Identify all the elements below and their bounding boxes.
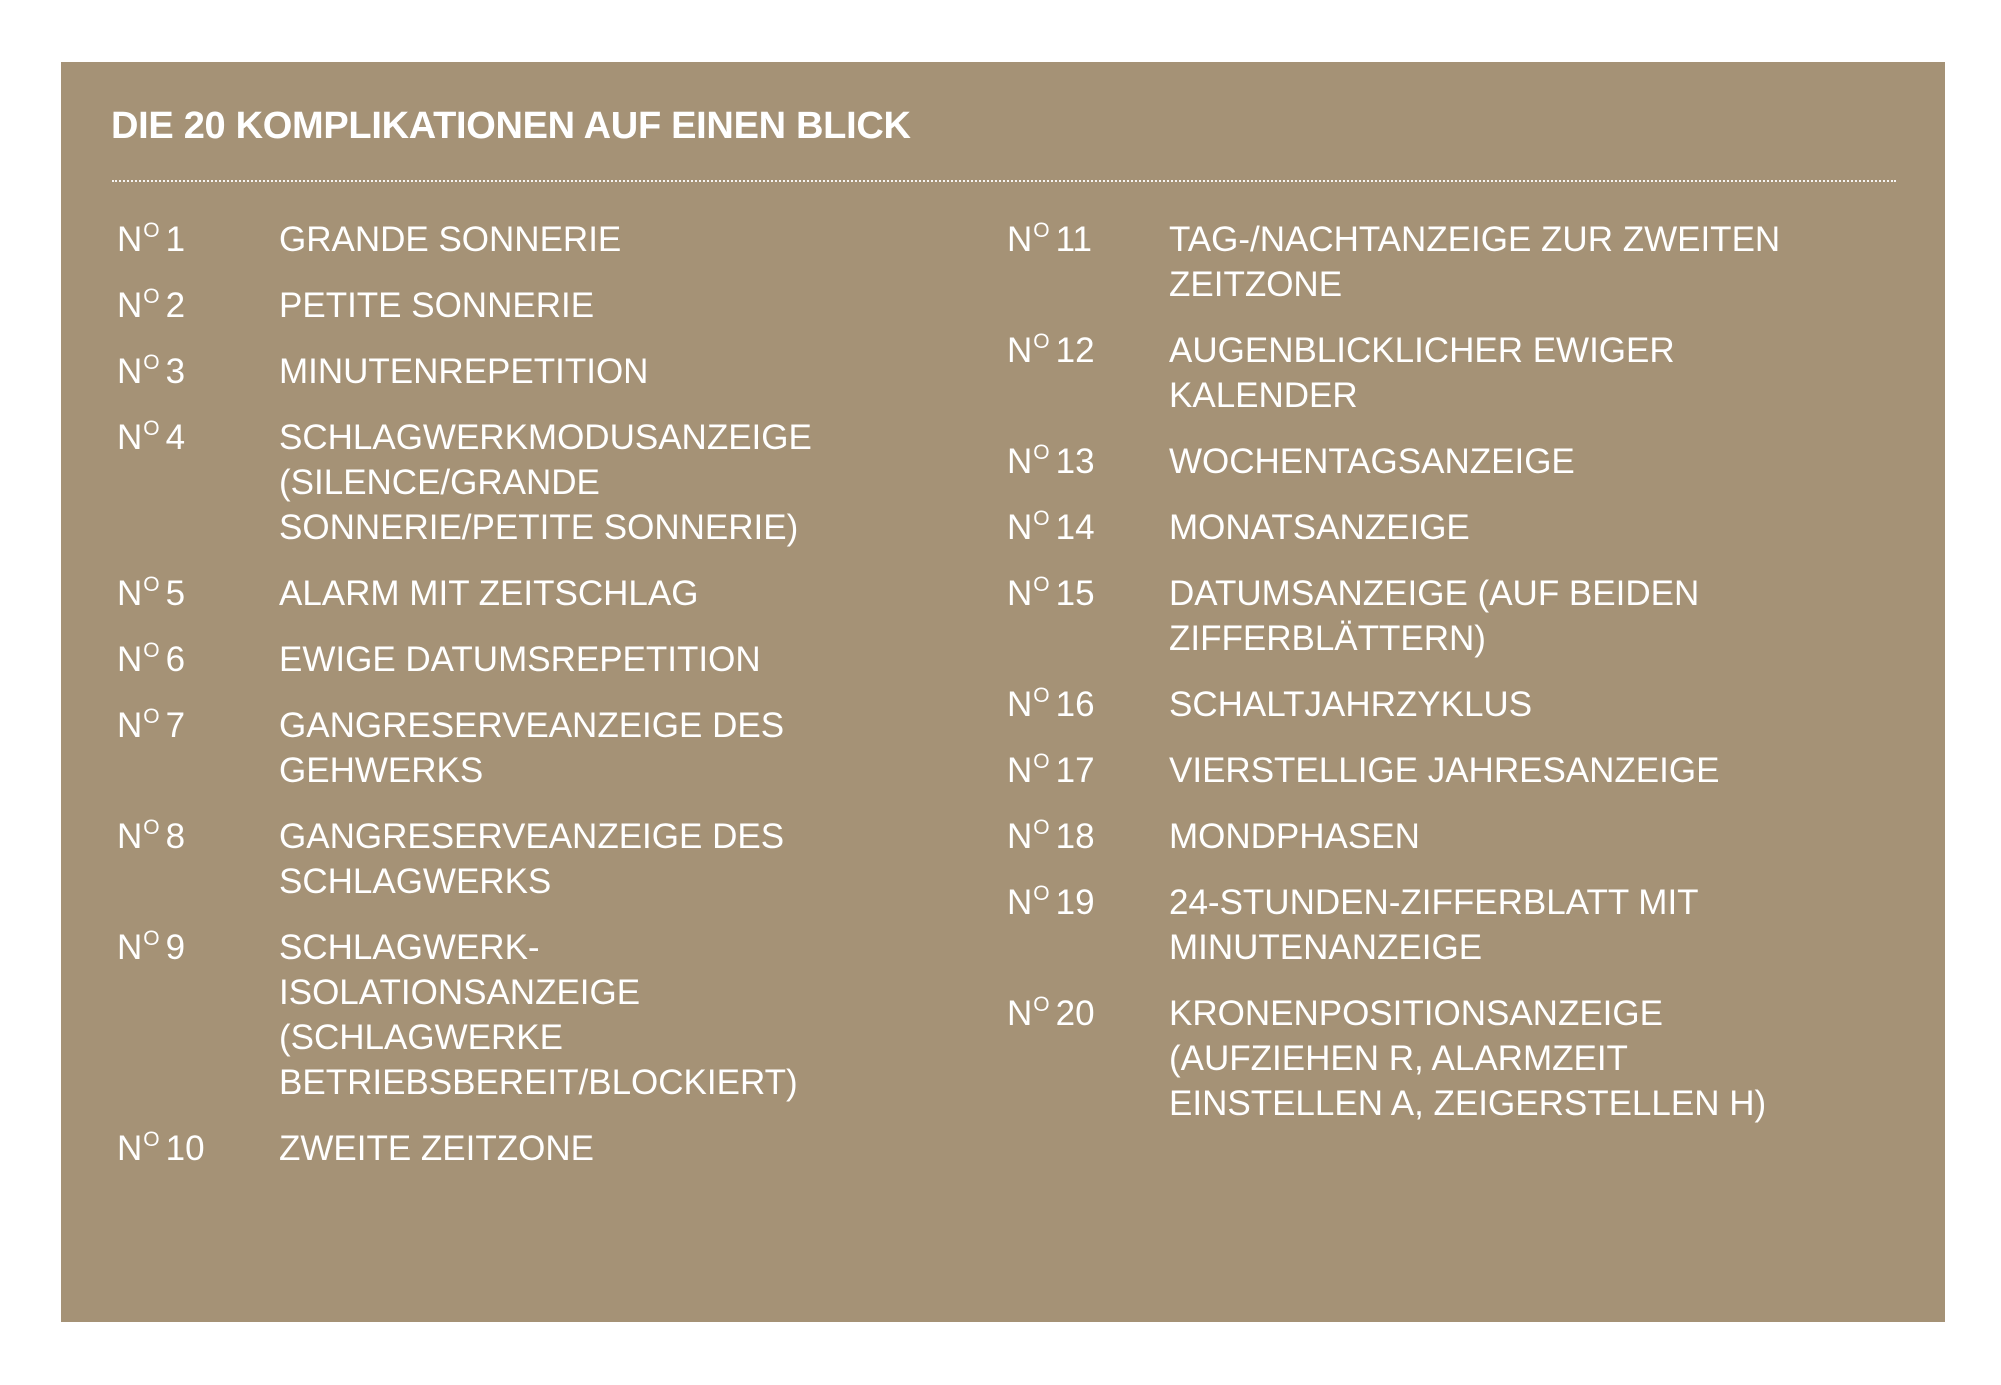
number-prefix-letter: N (117, 928, 143, 967)
number-prefix-letter: N (117, 817, 143, 856)
complications-list-left (117, 217, 947, 1192)
complication-item (1007, 571, 1887, 661)
number-prefix-letter: N (117, 574, 143, 613)
number-prefix-superscript: O (1033, 816, 1050, 840)
complication-number (1007, 748, 1169, 793)
number-prefix-letter: N (1007, 331, 1033, 370)
complication-label: SCHLAGWERKMODUSANZEIGE (SILENCE/GRANDE SONNERIE/PETITE SONNERIE) (279, 418, 812, 547)
complication-number (1007, 328, 1169, 418)
number-value: 9 (165, 928, 186, 967)
complication-item (1007, 880, 1887, 970)
complication-label: MONATSANZEIGE (1169, 508, 1470, 547)
number-prefix-superscript: O (143, 417, 160, 441)
complication-label: ALARM MIT ZEITSCHLAG (279, 574, 699, 613)
complication-label: KRONENPOSITIONSANZEIGE (AUFZIEHEN R, ALARMZEIT EINSTELLEN A, ZEIGERSTELLEN H) (1169, 994, 1767, 1123)
complication-number (1007, 439, 1169, 484)
number-value: 2 (165, 286, 186, 325)
number-prefix-letter: N (117, 220, 143, 259)
complication-number (1007, 217, 1169, 307)
complication-item (1007, 217, 1887, 307)
complication-number (1007, 814, 1169, 859)
complication-label: MINUTENREPETITION (279, 352, 649, 391)
number-value: 11 (1055, 220, 1092, 259)
number-value: 7 (165, 706, 186, 745)
complication-number (117, 1126, 279, 1171)
complication-item (1007, 505, 1887, 550)
number-value: 4 (165, 418, 186, 457)
number-prefix-superscript: O (143, 816, 160, 840)
number-prefix-superscript: O (1033, 684, 1050, 708)
number-value: 20 (1055, 994, 1095, 1033)
complication-item (1007, 328, 1887, 418)
number-value: 15 (1055, 574, 1095, 613)
complication-label: DATUMSANZEIGE (AUF BEIDEN ZIFFERBLÄTTERN) (1169, 574, 1700, 658)
complication-item (117, 925, 947, 1105)
number-prefix-letter: N (117, 352, 143, 391)
number-prefix-superscript: O (1033, 993, 1050, 1017)
complication-label: GANGRESERVEANZEIGE DES GEHWERKS (279, 706, 785, 790)
dotted-divider (112, 180, 1896, 182)
complication-item (1007, 814, 1887, 859)
number-prefix-letter: N (1007, 751, 1033, 790)
number-prefix-letter: N (117, 1129, 143, 1168)
number-prefix-letter: N (117, 640, 143, 679)
complication-item (1007, 748, 1887, 793)
number-value: 5 (165, 574, 186, 613)
number-value: 19 (1055, 883, 1095, 922)
number-value: 12 (1055, 331, 1095, 370)
number-prefix-superscript: O (143, 639, 160, 663)
complication-item (117, 217, 947, 262)
complication-item (117, 283, 947, 328)
number-prefix-letter: N (117, 706, 143, 745)
complication-number (117, 571, 279, 616)
number-value: 18 (1055, 817, 1095, 856)
complication-number (117, 637, 279, 682)
complication-label: PETITE SONNERIE (279, 286, 595, 325)
number-prefix-letter: N (117, 286, 143, 325)
number-prefix-letter: N (1007, 883, 1033, 922)
number-prefix-letter: N (117, 418, 143, 457)
number-prefix-superscript: O (1033, 573, 1050, 597)
complication-number (117, 349, 279, 394)
complication-number (1007, 991, 1169, 1126)
number-value: 3 (165, 352, 186, 391)
complication-label: EWIGE DATUMSREPETITION (279, 640, 761, 679)
complication-item (117, 703, 947, 793)
complications-list-right (1007, 217, 1887, 1147)
complication-item (117, 571, 947, 616)
number-prefix-superscript: O (143, 285, 160, 309)
number-prefix-superscript: O (1033, 750, 1050, 774)
number-prefix-superscript: O (1033, 882, 1050, 906)
complication-label: SCHLAGWERK- ISOLATIONSANZEIGE (SCHLAGWERKE BETRIEBSBEREIT/BLOCKIERT) (279, 928, 798, 1102)
number-prefix-superscript: O (1033, 330, 1050, 354)
complication-label: AUGENBLICKLICHER EWIGER KALENDER (1169, 331, 1675, 415)
complication-label: ZWEITE ZEITZONE (279, 1129, 594, 1168)
panel-title: DIE 20 KOMPLIKATIONEN AUF EINEN BLICK (111, 105, 911, 147)
number-prefix-letter: N (1007, 994, 1033, 1033)
number-value: 8 (165, 817, 186, 856)
number-prefix-letter: N (1007, 220, 1033, 259)
complication-label: 24-STUNDEN-ZIFFERBLATT MIT MINUTENANZEIGE (1169, 883, 1699, 967)
number-prefix-letter: N (1007, 817, 1033, 856)
complication-number (1007, 505, 1169, 550)
complication-number (117, 703, 279, 793)
complication-number (1007, 571, 1169, 661)
number-value: 10 (165, 1129, 205, 1168)
number-value: 13 (1055, 442, 1095, 481)
number-value: 17 (1055, 751, 1095, 790)
complication-number (1007, 880, 1169, 970)
number-value: 1 (165, 220, 186, 259)
number-prefix-superscript: O (143, 573, 160, 597)
number-prefix-superscript: O (1033, 219, 1050, 243)
number-prefix-superscript: O (143, 705, 160, 729)
complication-label: TAG-/NACHTANZEIGE ZUR ZWEITEN ZEITZONE (1169, 220, 1781, 304)
number-prefix-superscript: O (1033, 507, 1050, 531)
complication-number (117, 814, 279, 904)
number-prefix-superscript: O (143, 927, 160, 951)
number-prefix-letter: N (1007, 685, 1033, 724)
number-prefix-letter: N (1007, 574, 1033, 613)
complication-label: GANGRESERVEANZEIGE DES SCHLAGWERKS (279, 817, 785, 901)
complication-item (117, 349, 947, 394)
number-prefix-superscript: O (143, 1128, 160, 1152)
complication-item (117, 637, 947, 682)
complication-number (117, 415, 279, 550)
complication-item (117, 1126, 947, 1171)
complication-label: VIERSTELLIGE JAHRESANZEIGE (1169, 751, 1720, 790)
number-value: 14 (1055, 508, 1095, 547)
complications-panel (61, 62, 1945, 1322)
complication-number (1007, 682, 1169, 727)
complication-item (117, 814, 947, 904)
number-prefix-superscript: O (1033, 441, 1050, 465)
number-prefix-superscript: O (143, 219, 160, 243)
complication-number (117, 217, 279, 262)
number-prefix-letter: N (1007, 442, 1033, 481)
complication-item (117, 415, 947, 550)
complication-label: SCHALTJAHRZYKLUS (1169, 685, 1533, 724)
complication-label: GRANDE SONNERIE (279, 220, 622, 259)
number-value: 16 (1055, 685, 1095, 724)
complication-number (117, 283, 279, 328)
complication-number (117, 925, 279, 1105)
number-value: 6 (165, 640, 186, 679)
complication-item (1007, 439, 1887, 484)
complication-label: WOCHENTAGSANZEIGE (1169, 442, 1575, 481)
number-prefix-letter: N (1007, 508, 1033, 547)
number-prefix-superscript: O (143, 351, 160, 375)
complication-label: MONDPHASEN (1169, 817, 1420, 856)
complication-item (1007, 991, 1887, 1126)
complication-item (1007, 682, 1887, 727)
